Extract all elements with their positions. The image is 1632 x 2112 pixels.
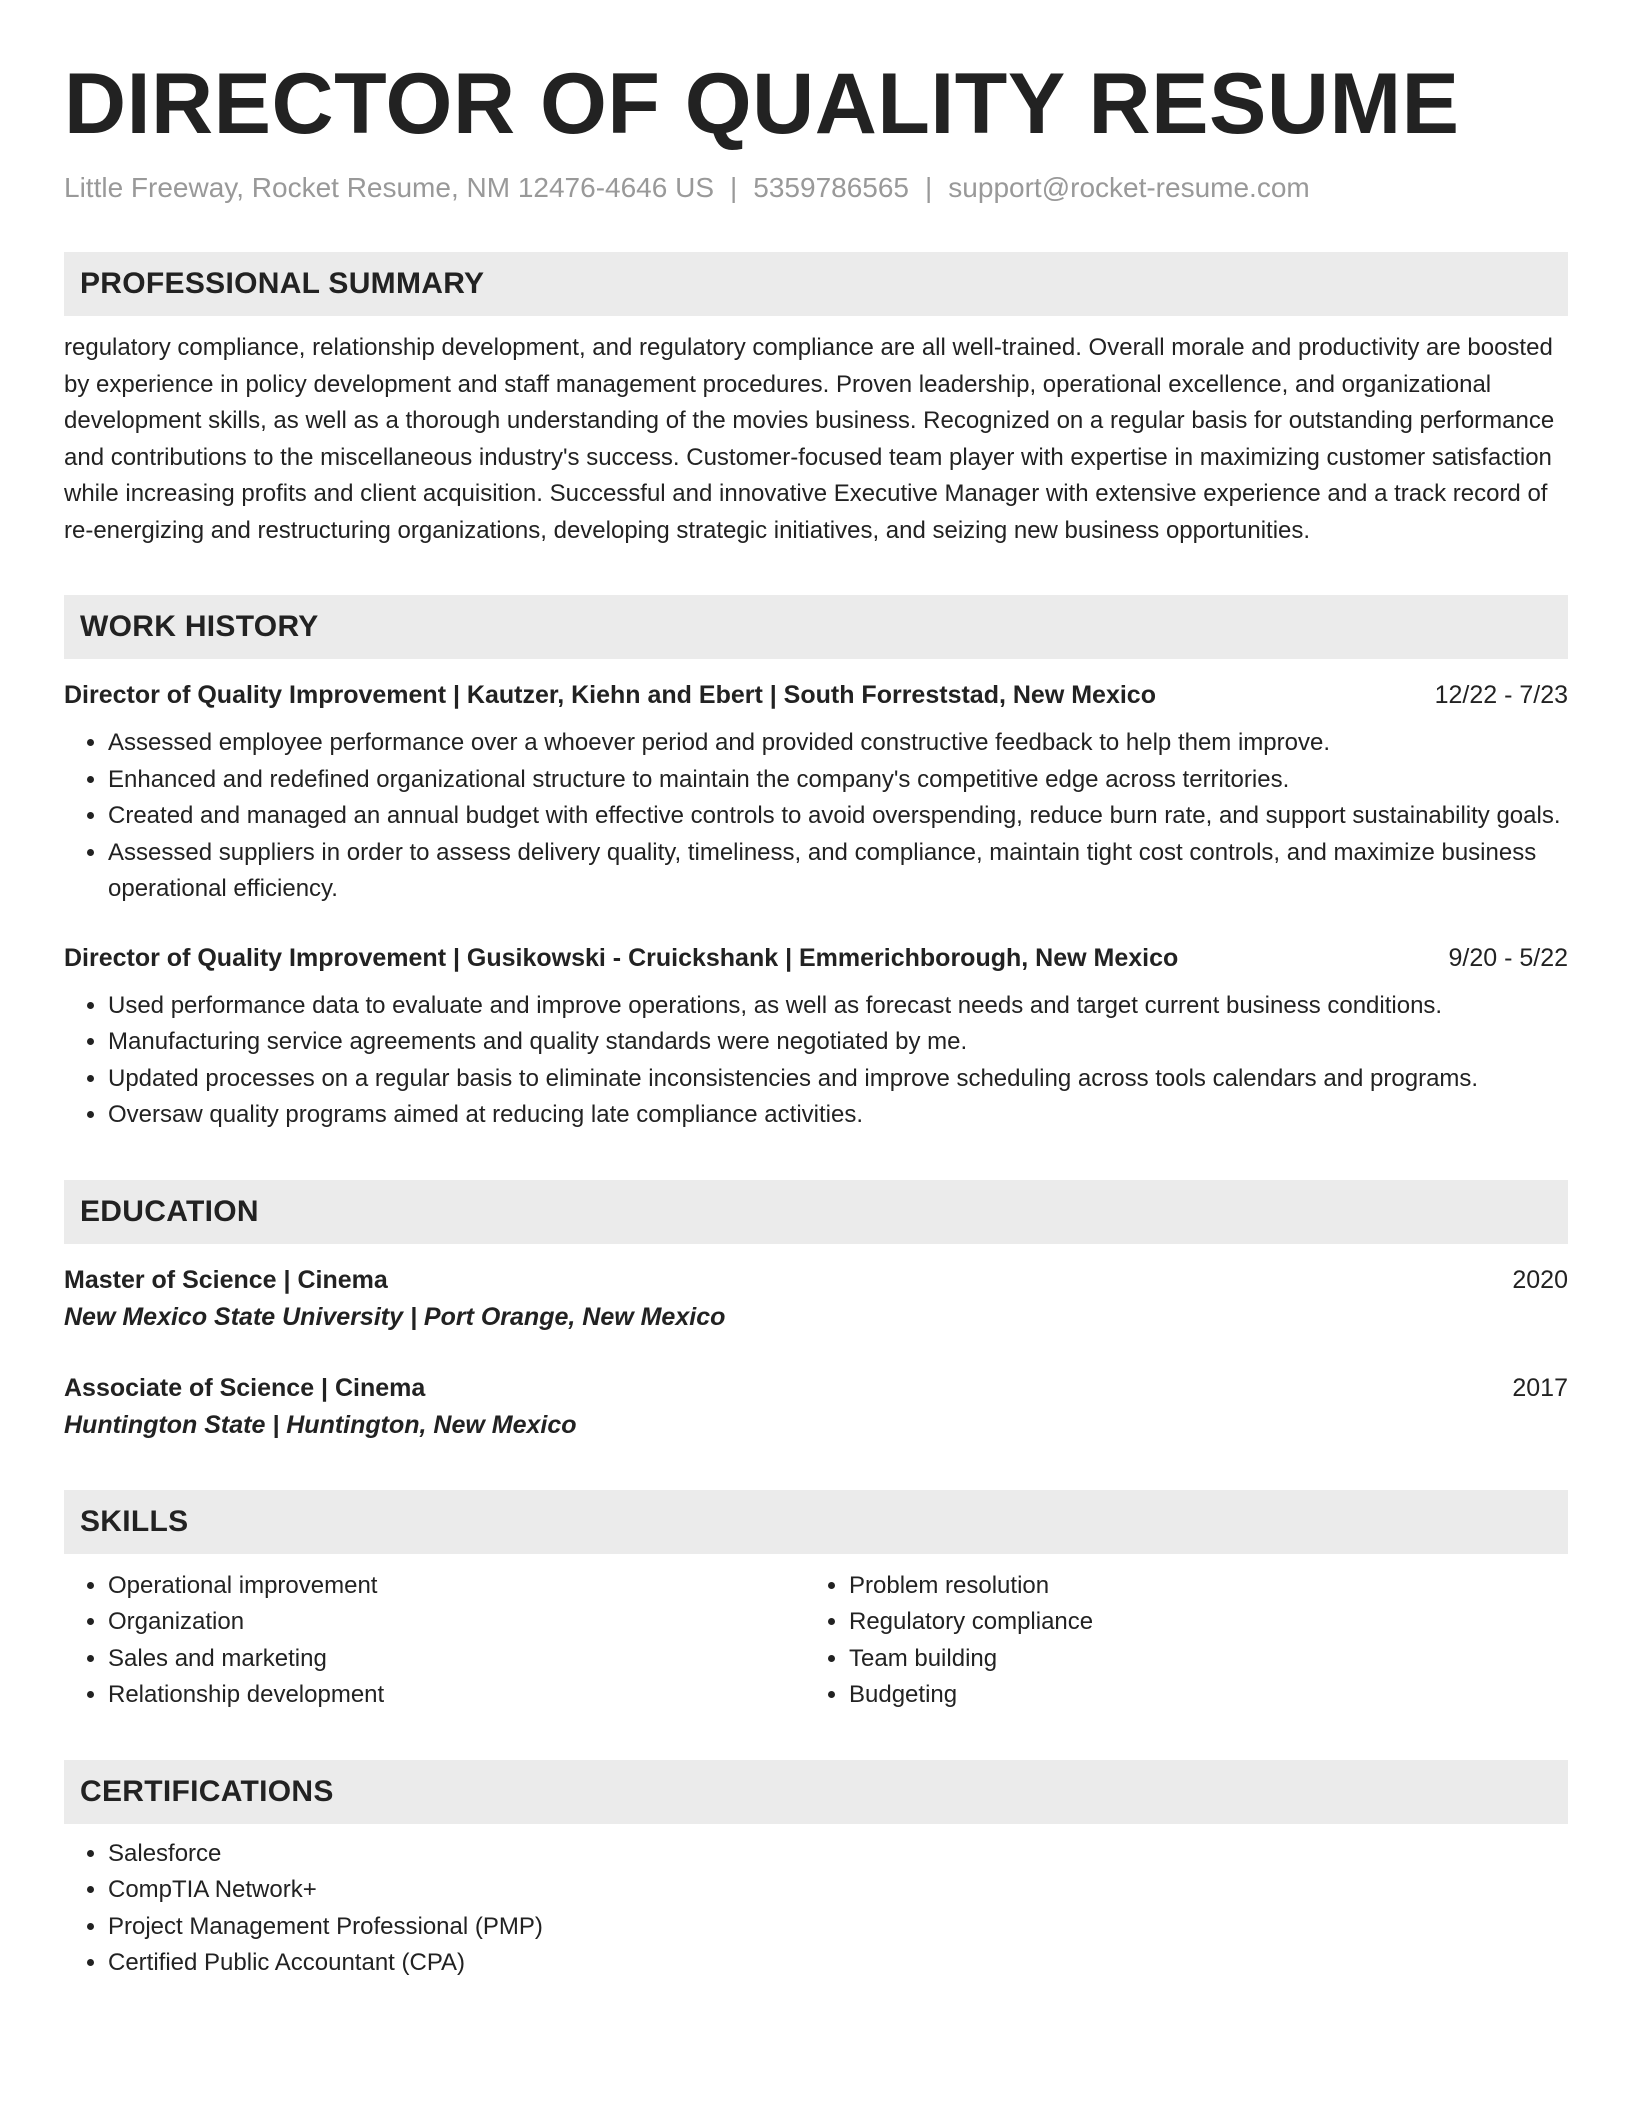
job-bullet: • Created and managed an annual budget with effective controls to avoid overspending, reduce burn rate, and support sustainability goals. (108, 798, 1568, 835)
certification-item: • CompTIA Network+ (108, 1872, 1568, 1909)
contact-separator: | (730, 172, 738, 203)
job-entry (64, 940, 1568, 1134)
job-bullet: • Updated processes on a regular basis to eliminate inconsistencies and improve scheduling across tools calendars and programs. (108, 1061, 1568, 1098)
job-bullet-list (64, 988, 1568, 1134)
job-bullet: • Oversaw quality programs aimed at reducing late compliance activities. (108, 1097, 1568, 1134)
contact-address: Little Freeway, Rocket Resume, NM 12476-4646 US (64, 172, 714, 203)
contact-separator: | (925, 172, 933, 203)
education-year: 2020 (1512, 1265, 1568, 1294)
section-heading-skills: SKILLS (64, 1490, 1568, 1554)
skills-list-left (64, 1568, 805, 1714)
section-heading-education: EDUCATION (64, 1180, 1568, 1244)
job-title: Director of Quality Improvement | Kautzer, Kiehn and Ebert | South Forreststad, New Mexico (64, 681, 1156, 709)
skill-item: • Problem resolution (849, 1568, 1546, 1605)
job-header (64, 677, 1568, 713)
skill-item: • Organization (108, 1604, 805, 1641)
education-school: Huntington State | Huntington, New Mexico (64, 1410, 577, 1439)
certification-item: • Salesforce (108, 1836, 1568, 1873)
job-dates: 9/20 - 5/22 (1448, 943, 1568, 972)
contact-email: support@rocket-resume.com (948, 172, 1310, 203)
certifications-list (64, 1836, 1568, 1982)
skills-list-right (805, 1568, 1546, 1714)
job-dates: 12/22 - 7/23 (1434, 681, 1568, 709)
resume-title: DIRECTOR OF QUALITY RESUME (64, 56, 1460, 152)
section-heading-summary: PROFESSIONAL SUMMARY (64, 252, 1568, 316)
education-degree: Associate of Science | Cinema (64, 1373, 426, 1402)
job-bullet: • Used performance data to evaluate and improve operations, as well as forecast needs and target current business conditions. (108, 988, 1568, 1025)
skill-item: • Sales and marketing (108, 1641, 805, 1678)
education-header (64, 1262, 1568, 1298)
section-heading-work-history: WORK HISTORY (64, 595, 1568, 659)
certification-item: • Certified Public Accountant (CPA) (108, 1945, 1568, 1982)
education-degree: Master of Science | Cinema (64, 1265, 388, 1294)
job-header (64, 940, 1568, 976)
education-school: New Mexico State University | Port Orange, New Mexico (64, 1302, 726, 1331)
summary-text: regulatory compliance, relationship development, and regulatory compliance are all well-trained. Overall morale and productivity are boosted by experience in policy development and staff management procedures. Proven leadership, operational excellence, and organizational development skills, as well as a thorough understanding of the movies business. Recognized on a regular basis for outstanding performance and contributions to the miscellaneous industry's success. Customer-focused team player with expertise in maximizing customer satisfaction while increasing profits and client acquisition. Successful and innovative Executive Manager with extensive experience and a track record of re-energizing and restructuring organizations, developing strategic initiatives, and seizing new business opportunities. (64, 334, 1555, 544)
education-entry (64, 1370, 1568, 1444)
skills-columns (64, 1568, 1568, 1714)
skill-item: • Relationship development (108, 1677, 805, 1714)
section-heading-certifications: CERTIFICATIONS (64, 1760, 1568, 1824)
job-bullet: • Manufacturing service agreements and quality standards were negotiated by me. (108, 1024, 1568, 1061)
job-bullet: • Assessed suppliers in order to assess delivery quality, timeliness, and compliance, maintain tight cost controls, and maximize business operational efficiency. (108, 835, 1568, 908)
skill-item: • Operational improvement (108, 1568, 805, 1605)
contact-line (64, 170, 1568, 206)
skill-item: • Regulatory compliance (849, 1604, 1546, 1641)
job-bullet: • Enhanced and redefined organizational structure to maintain the company's competitive edge across territories. (108, 762, 1568, 799)
education-year: 2017 (1512, 1373, 1568, 1402)
certification-item: • Project Management Professional (PMP) (108, 1909, 1568, 1946)
job-bullet: • Assessed employee performance over a whoever period and provided constructive feedback to help them improve. (108, 725, 1568, 762)
skill-item: • Team building (849, 1641, 1546, 1678)
job-bullet-list (64, 725, 1568, 908)
job-entry (64, 677, 1568, 908)
education-header (64, 1370, 1568, 1406)
education-entry (64, 1262, 1568, 1336)
job-title: Director of Quality Improvement | Gusikowski - Cruickshank | Emmerichborough, New Mexico (64, 943, 1179, 972)
skill-item: • Budgeting (849, 1677, 1546, 1714)
contact-phone: 5359786565 (753, 172, 910, 203)
